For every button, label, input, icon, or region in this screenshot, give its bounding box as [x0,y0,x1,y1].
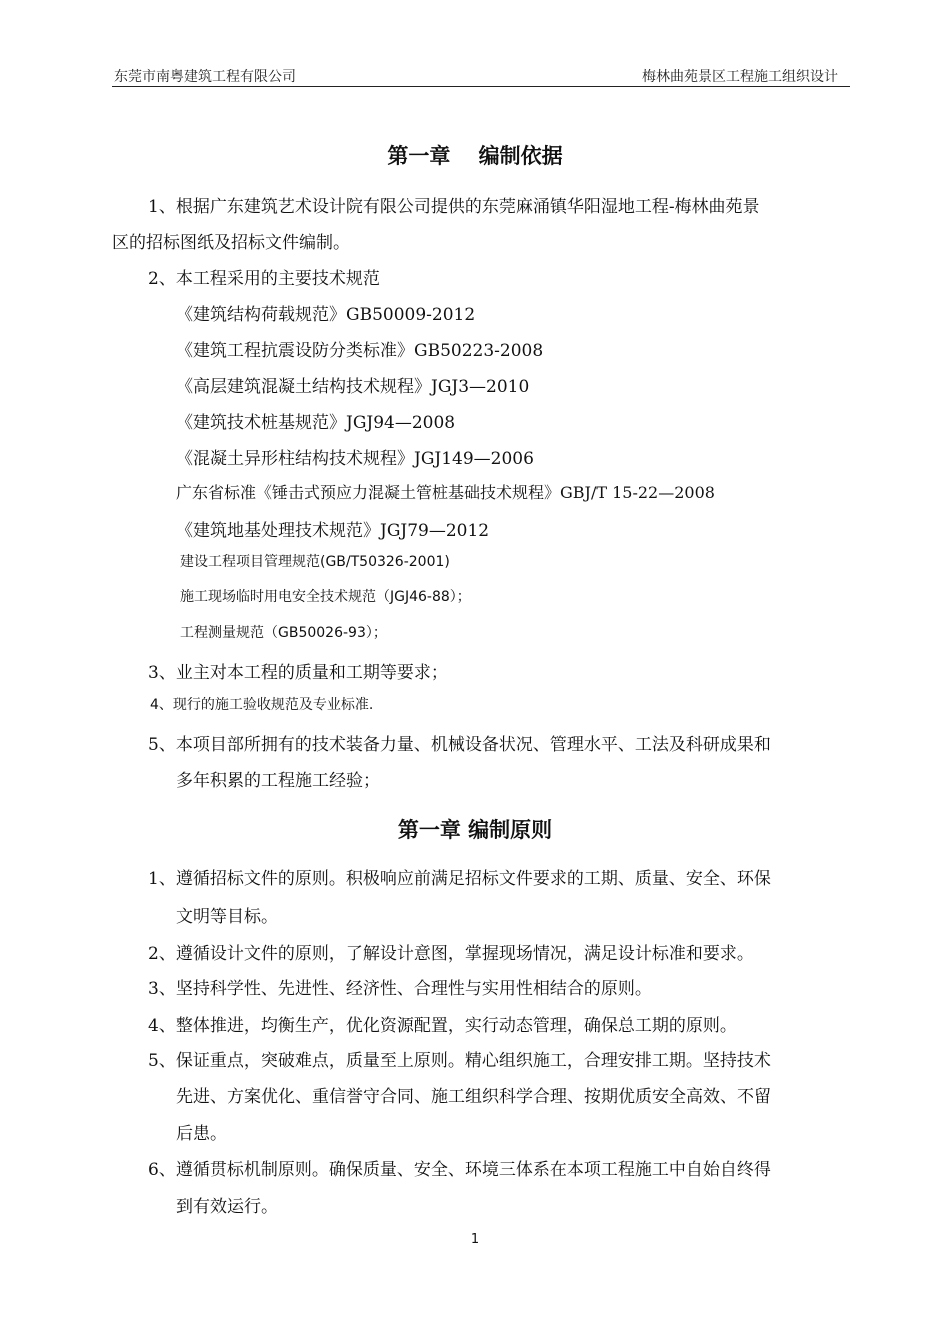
principle-line: 先进、方案优化、重信誉守合同、施工组织科学合理、按期优质安全高效、不留 [176,1087,771,1107]
standard-item: 工程测量规范（GB50026-93）； [180,625,387,641]
standard-item: 《混凝土异形柱结构技术规程》JGJ149—2006 [176,449,534,469]
ch1-line: 多年积累的工程施工经验； [176,771,380,791]
page-number: 1 [470,1232,480,1247]
ch1-line: 区的招标图纸及招标文件编制。 [112,233,350,253]
ch1-line: 4、现行的施工验收规范及专业标准. [150,697,374,713]
ch1-line: 5、本项目部所拥有的技术装备力量、机械设备状况、管理水平、工法及科研成果和 [148,735,771,755]
principle-line: 到有效运行。 [176,1197,278,1217]
standard-item: 《建筑地基处理技术规范》JGJ79—2012 [176,521,490,541]
standard-item: 建设工程项目管理规范(GB/T50326-2001) [180,554,450,570]
standard-item: 《建筑结构荷载规范》GB50009-2012 [176,305,476,325]
standard-item: 广东省标准《锤击式预应力混凝土管桩基础技术规程》GBJ/T 15-22—2008 [176,483,715,502]
standard-item: 《高层建筑混凝土结构技术规程》JGJ3—2010 [176,377,530,397]
standard-item: 《建筑工程抗震设防分类标准》GB50223-2008 [176,341,544,361]
principle-line: 4、整体推进，均衡生产，优化资源配置，实行动态管理，确保总工期的原则。 [148,1016,737,1036]
header-doc-title: 梅林曲苑景区工程施工组织设计 [642,69,838,85]
principle-line: 3、坚持科学性、先进性、经济性、合理性与实用性相结合的原则。 [148,979,652,999]
ch1-line: 2、本工程采用的主要技术规范 [148,269,380,289]
ch1-line: 3、业主对本工程的质量和工期等要求； [148,663,448,683]
standard-item: 《建筑技术桩基规范》JGJ94—2008 [176,413,456,433]
header-rule [112,86,850,87]
header-company: 东莞市南粤建筑工程有限公司 [114,69,296,85]
principle-line: 文明等目标。 [176,907,278,927]
ch1-line: 1、根据广东建筑艺术设计院有限公司提供的东莞麻涌镇华阳湿地工程-梅林曲苑景 [148,197,760,217]
principle-line: 1、遵循招标文件的原则。积极响应前满足招标文件要求的工期、质量、安全、环保 [148,869,771,889]
principle-line: 5、保证重点，突破难点，质量至上原则。精心组织施工，合理安排工期。坚持技术 [148,1051,771,1071]
standard-item: 施工现场临时用电安全技术规范（JGJ46-88）； [180,589,471,605]
principle-line: 6、遵循贯标机制原则。确保质量、安全、环境三体系在本项工程施工中自始自终得 [148,1160,771,1180]
principle-line: 后患。 [176,1124,227,1144]
principle-line: 2、遵循设计文件的原则，了解设计意图，掌握现场情况，满足设计标准和要求。 [148,944,754,964]
chapter-2-title: 第一章 编制原则 [397,818,553,842]
chapter-1-title: 第一章 编制依据 [387,144,563,168]
